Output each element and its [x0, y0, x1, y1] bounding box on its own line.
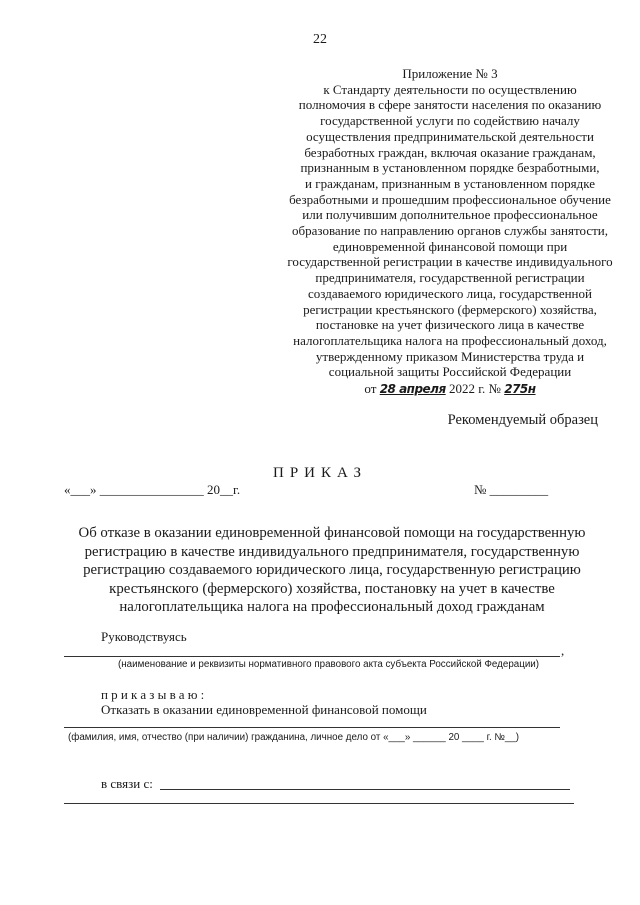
guided-by-label: Руководствуясь: [101, 629, 187, 644]
heading-line: налогоплательщика налога на профессиональный доход гражданам: [119, 599, 545, 615]
appendix-line: постановке на учет физического лица в качестве: [315, 317, 585, 333]
page-number: 22: [313, 32, 327, 47]
year-text: 2022 г. №: [448, 381, 501, 397]
appendix-line: признанным в установленном порядке безработными,: [300, 160, 600, 176]
appendix-line: предпринимателя, государственной регистрации: [315, 270, 585, 286]
citizen-line: [64, 727, 560, 728]
handwritten-date: 28 апреля: [379, 382, 446, 397]
approval-date-line: [270, 381, 630, 398]
recommended-sample-label: Рекомендуемый образец: [447, 412, 598, 428]
order-heading: [52, 524, 612, 617]
due-to-label: в связи с:: [101, 776, 153, 791]
appendix-line: регистрации крестьянского (фермерского) хозяйства,: [303, 301, 597, 317]
date-prefix: от: [364, 381, 377, 397]
i-order-label: приказываю:: [101, 687, 208, 702]
appendix-line: создаваемого юридического лица, государственной: [308, 285, 592, 301]
appendix-line: полномочия в сфере занятости населения по оказанию: [298, 97, 602, 113]
order-date-field: «___» ________________ 20__г.: [64, 482, 241, 497]
appendix-line: утвержденному приказом Министерства труда и: [315, 348, 585, 364]
heading-line: Об отказе в оказании единовременной финансовой помощи на государственную: [78, 525, 586, 541]
appendix-line: к Стандарту деятельности по осуществлению: [323, 81, 577, 97]
appendix-line: безработных граждан, включая оказание гражданам,: [304, 144, 596, 160]
appendix-line: налогоплательщика налога на профессиональный доход,: [293, 332, 607, 348]
handwritten-order-number: 275н: [504, 382, 536, 397]
reason-line-1: [160, 789, 570, 790]
appendix-header: [270, 66, 630, 398]
order-number-field: № _________: [474, 482, 549, 497]
line-comma: ,: [561, 643, 565, 658]
appendix-line: безработными и прошедшим профессиональное обучение: [289, 191, 611, 207]
appendix-line: Приложение № 3: [402, 66, 498, 81]
citizen-caption: (фамилия, имя, отчество (при наличии) гражданина, личное дело от «___» ______ 20 ____ г. №__): [68, 732, 520, 743]
appendix-line: и гражданам, признанным в установленном порядке: [305, 175, 595, 191]
heading-line: крестьянского (фермерского) хозяйства, постановку на учет в качестве: [109, 580, 555, 597]
appendix-line: единовременной финансовой помощи при: [332, 238, 568, 254]
refuse-text: Отказать в оказании единовременной финансовой помощи: [101, 702, 427, 717]
legal-act-line: [64, 656, 560, 657]
legal-act-caption: (наименование и реквизиты нормативного правового акта субъекта Российской Федерации): [118, 659, 540, 670]
appendix-line: образование по направлению органов службы занятости,: [292, 223, 608, 239]
appendix-line: осуществления предпринимательской деятельности: [306, 128, 594, 144]
appendix-line: государственной услуги по содействию началу: [320, 113, 580, 129]
appendix-line: социальной защиты Российской Федерации: [328, 364, 572, 380]
appendix-line: государственной регистрации в качестве индивидуального: [287, 254, 613, 270]
heading-line: регистрацию в качестве индивидуального предпринимателя, государственную: [84, 543, 580, 560]
reason-line-2: [64, 803, 574, 804]
order-title: ПРИКАЗ: [273, 465, 367, 481]
heading-line: регистрацию создаваемого юридического лица, государственную регистрацию: [83, 562, 581, 578]
appendix-line: или получившим дополнительное профессиональное: [302, 207, 598, 223]
